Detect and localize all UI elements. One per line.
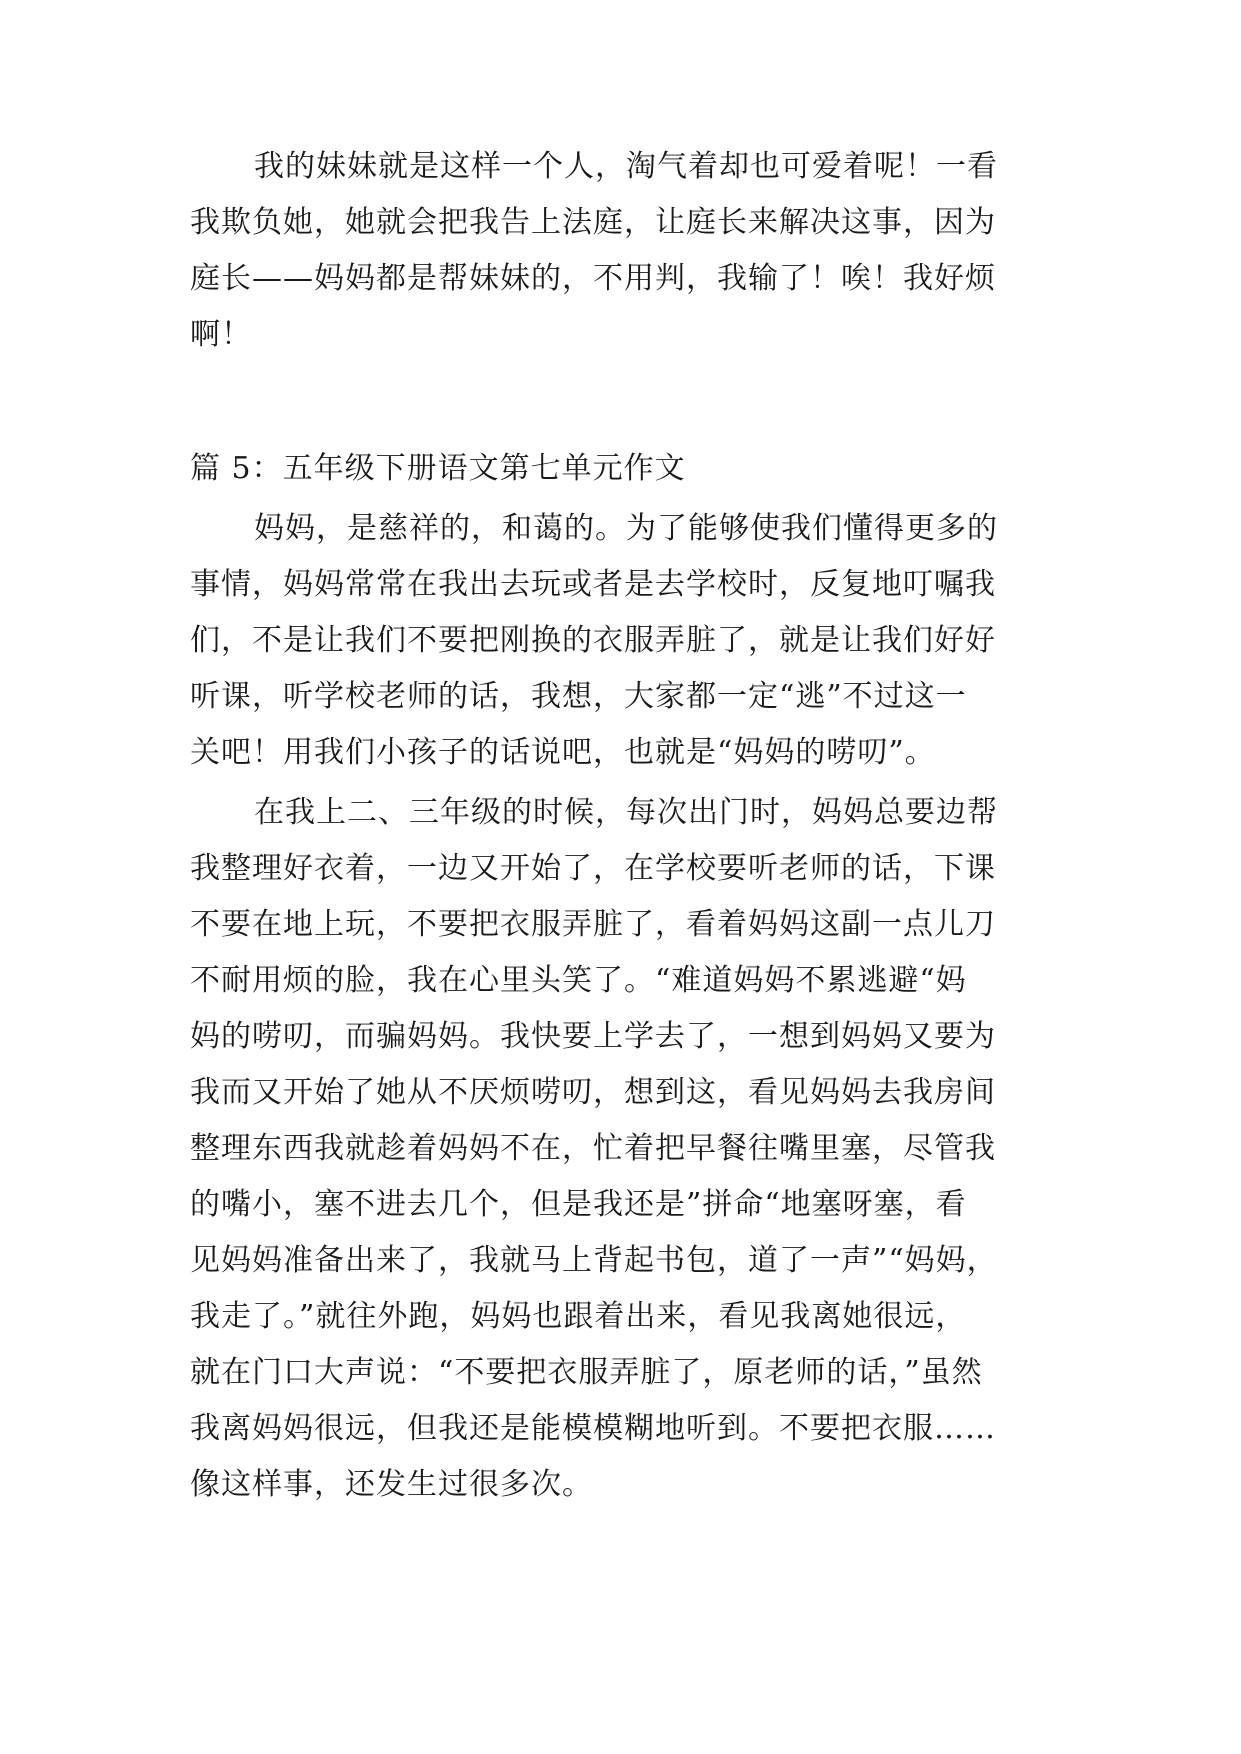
text-line: 不要在地上玩，不要把衣服弄脏了，看着妈妈这副一点儿刀 <box>190 907 996 942</box>
text-line: 的嘴小，塞不进去几个，但是我还是”拼命“地塞呀塞，看 <box>190 1187 967 1222</box>
text-line: 听课，听学校老师的话，我想，大家都一定“逃”不过这一 <box>190 679 967 714</box>
text-line: 在我上二、三年级的时候，每次出门时，妈妈总要边帮 <box>254 795 998 830</box>
text-line: 关吧！用我们小孩子的话说吧，也就是“妈妈的唠叨”。 <box>190 735 936 770</box>
text-line: 整理东西我就趁着妈妈不在，忙着把早餐往嘴里塞，尽管我 <box>190 1131 996 1166</box>
section-heading: 篇 5：五年级下册语文第七单元作文 <box>190 451 686 486</box>
text-line: 我欺负她，她就会把我告上法庭，让庭长来解决这事，因为 <box>190 205 996 240</box>
text-line: 不耐用烦的脸，我在心里头笑了。“难道妈妈不累逃避“妈 <box>190 963 967 998</box>
text-line: 我而又开始了她从不厌烦唠叨，想到这，看见妈妈去我房间 <box>190 1075 996 1110</box>
text-line: 们，不是让我们不要把刚换的衣服弄脏了，就是让我们好好 <box>190 623 996 658</box>
text-line: 见妈妈准备出来了，我就马上背起书包，道了一声”“妈妈， <box>190 1243 998 1278</box>
text-line: 啊！ <box>190 317 252 352</box>
text-line: 庭长——妈妈都是帮妹妹的，不用判，我输了！唉！我好烦 <box>190 261 996 296</box>
text-line: 我的妹妹就是这样一个人，淘气着却也可爱着呢！一看 <box>254 149 998 184</box>
text-line: 我离妈妈很远，但我还是能模模糊地听到。不要把衣服…… <box>190 1411 996 1446</box>
text-line: 事情，妈妈常常在我出去玩或者是去学校时，反复地叮嘱我 <box>190 567 996 602</box>
text-line: 就在门口大声说：“不要把衣服弄脏了，原老师的话，”虽然 <box>190 1355 983 1390</box>
text-line: 我走了。”就往外跑，妈妈也跟着出来，看见我离她很远， <box>190 1299 967 1334</box>
text-line: 妈的唠叨，而骗妈妈。我快要上学去了，一想到妈妈又要为 <box>190 1019 996 1054</box>
text-line: 妈妈，是慈祥的，和蔼的。为了能够使我们懂得更多的 <box>254 511 998 546</box>
text-line: 我整理好衣着，一边又开始了，在学校要听老师的话，下课 <box>190 851 996 886</box>
text-line: 像这样事，还发生过很多次。 <box>190 1467 593 1502</box>
